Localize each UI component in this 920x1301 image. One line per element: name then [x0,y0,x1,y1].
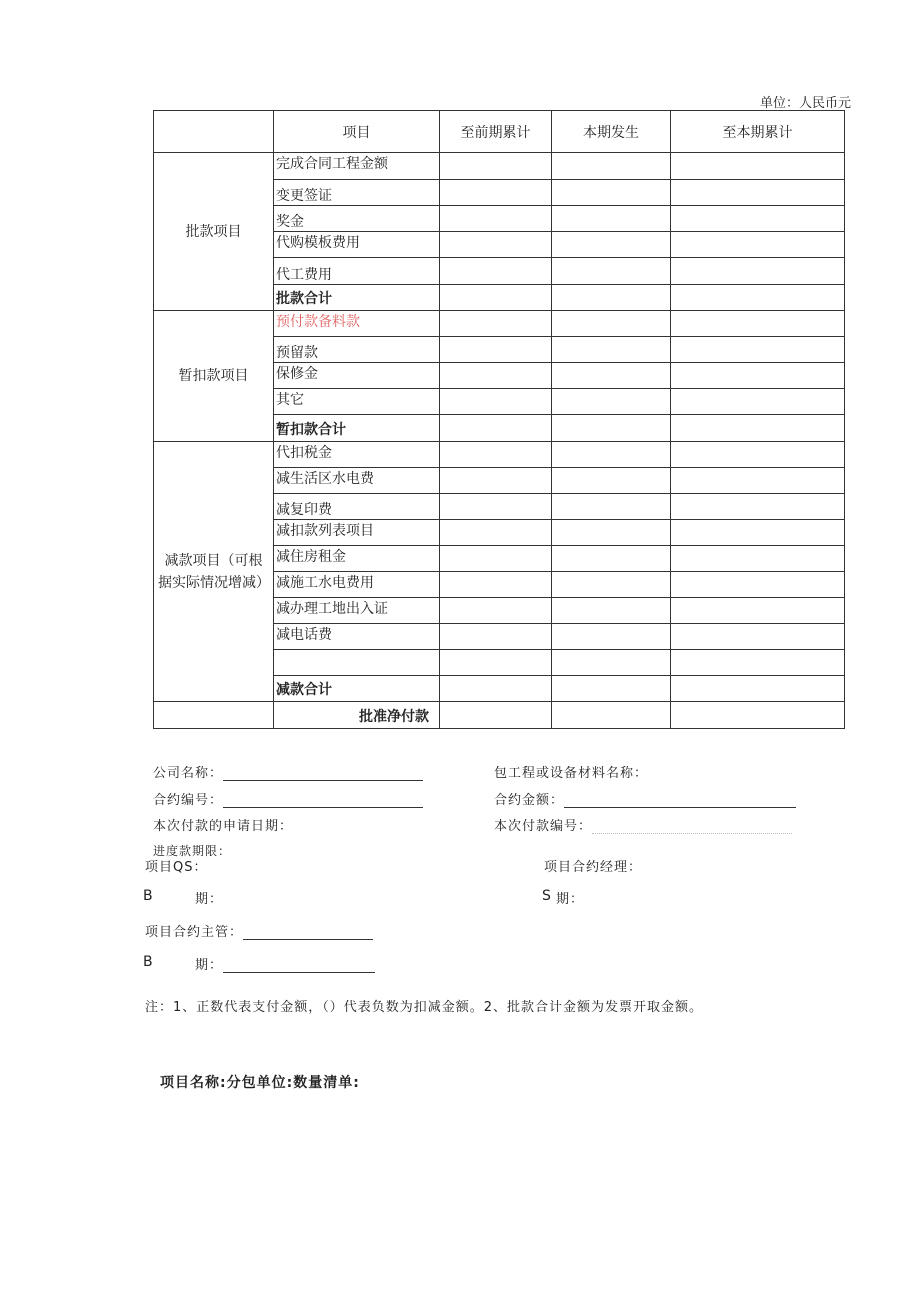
cell-input[interactable] [552,702,671,729]
row-label: 奖金 [274,206,440,232]
cell-input[interactable] [671,676,845,702]
date-label-2: 期： [556,892,585,907]
cell-input[interactable] [552,442,671,468]
apply-date-label: 本次付款的申请日期： [153,819,294,834]
cell-input[interactable] [440,153,552,180]
cell-input[interactable] [671,258,845,285]
cell-input[interactable] [552,598,671,624]
project-qs-label: 项目QS： [145,860,208,875]
payment-no-label: 本次付款编号： [494,819,593,834]
row-label: 预留款 [274,337,440,363]
cell-input[interactable] [552,520,671,546]
cell-input[interactable] [671,442,845,468]
row-total-label: 批款合计 [274,285,440,311]
row-label: 减扣款列表项目 [274,520,440,546]
cell-input[interactable] [440,363,552,389]
cell-input[interactable] [552,650,671,676]
cell-input[interactable] [671,494,845,520]
cell-input[interactable] [440,520,552,546]
group-withheld: 暂扣款项目 [154,311,274,442]
cell-input[interactable] [440,180,552,206]
cell-input[interactable] [671,389,845,415]
group-deductions: 减款项目（可根据实际情况增减） [154,442,274,702]
cell-input[interactable] [440,702,552,729]
cell-input[interactable] [671,337,845,363]
row-label: 代工费用 [274,258,440,285]
net-row [154,702,845,729]
cell-input[interactable] [440,389,552,415]
cell-input[interactable] [552,468,671,494]
cell-input[interactable] [552,415,671,442]
cell-input[interactable] [671,285,845,311]
row-label [274,650,440,676]
date-line-3[interactable] [223,972,375,973]
cell-input[interactable] [552,389,671,415]
cell-input[interactable] [552,258,671,285]
company-name-field [153,762,423,781]
unit-label: 单位：人民币元 [760,96,852,111]
s-label: S [542,888,552,904]
header-cumulative-to-date: 至本期累计 [671,111,845,153]
contract-no-line[interactable] [223,807,423,808]
header-item: 项目 [274,111,440,153]
cell-input[interactable] [440,311,552,337]
row-label: 减复印费 [274,494,440,520]
cell-input[interactable] [671,363,845,389]
cell-input[interactable] [440,442,552,468]
row-label: 保修金 [274,363,440,389]
cell-input[interactable] [440,572,552,598]
cell-input[interactable] [440,415,552,442]
header-row [154,111,845,153]
cell-input[interactable] [440,285,552,311]
cell-input[interactable] [552,624,671,650]
row-label: 减生活区水电费 [274,468,440,494]
footer-title: 项目名称:分包单位:数量清单: [160,1075,360,1091]
row-label: 代购模板费用 [274,232,440,258]
cell-input[interactable] [671,153,845,180]
cell-input[interactable] [671,572,845,598]
row-total-label: 暂扣款合计 [274,415,440,442]
cell-input[interactable] [552,206,671,232]
date-field-3 [195,954,375,973]
row-label: 减施工水电费用 [274,572,440,598]
subcontract-name-label: 包工程或设备材料名称： [494,766,649,781]
company-name-line[interactable] [223,780,423,781]
cell-input[interactable] [440,468,552,494]
note-text: 注：1、正数代表支付金额，（）代表负数为扣减金额。2、批款合计金额为发票开取金额。 [145,1000,704,1015]
cell-input[interactable] [671,624,845,650]
cell-input[interactable] [552,153,671,180]
row-label: 减电话费 [274,624,440,650]
cell-input[interactable] [440,624,552,650]
cell-input[interactable] [671,232,845,258]
table-row [154,442,845,468]
date-label-3: 期： [195,958,224,973]
table-row [154,311,845,337]
cell-input[interactable] [440,232,552,258]
date-label-1: 期： [195,892,224,907]
row-label: 减住房租金 [274,546,440,572]
header-current-period: 本期发生 [552,111,671,153]
b-label-1: B [143,888,154,904]
payment-table [153,110,845,729]
cell-input[interactable] [552,285,671,311]
cell-input[interactable] [671,206,845,232]
contract-no-field [153,789,423,808]
table-row [154,153,845,180]
cell-input[interactable] [671,415,845,442]
row-label: 代扣税金 [274,442,440,468]
row-label: 变更签证 [274,180,440,206]
cell-input[interactable] [552,232,671,258]
cell-input[interactable] [671,520,845,546]
cell-input[interactable] [671,180,845,206]
row-label: 完成合同工程金额 [274,153,440,180]
row-total-label: 减款合计 [274,676,440,702]
group-approved: 批款项目 [154,153,274,311]
payment-no-field [494,815,792,834]
cell-input[interactable] [552,676,671,702]
cell-input[interactable] [552,546,671,572]
progress-period-label: 进度款期限： [153,844,232,858]
payment-no-line[interactable] [592,833,792,834]
cell-input[interactable] [671,598,845,624]
row-label: 减办理工地出入证 [274,598,440,624]
header-previous-cumulative: 至前期累计 [440,111,552,153]
cell-input[interactable] [440,676,552,702]
contract-amount-field [494,789,796,808]
cell-input[interactable] [440,494,552,520]
cell-input[interactable] [440,598,552,624]
b-label-2: B [143,954,154,970]
cell-input[interactable] [671,650,845,676]
cell-input[interactable] [440,650,552,676]
cell-input[interactable] [440,337,552,363]
cell-input[interactable] [552,180,671,206]
cell-input[interactable] [552,572,671,598]
cell-input[interactable] [671,468,845,494]
cell-input[interactable] [552,311,671,337]
contract-amount-line[interactable] [564,807,796,808]
contract-supervisor-field [145,921,373,940]
cell-input[interactable] [671,546,845,572]
contract-supervisor-label: 项目合约主管： [145,925,244,940]
net-blank [154,702,274,729]
cell-input[interactable] [552,363,671,389]
cell-input[interactable] [671,702,845,729]
cell-input[interactable] [552,337,671,363]
cell-input[interactable] [440,258,552,285]
project-contract-manager-label: 项目合约经理： [544,860,643,875]
header-blank [154,111,274,153]
cell-input[interactable] [440,546,552,572]
row-label: 预付款备料款 [274,311,440,337]
cell-input[interactable] [440,206,552,232]
contract-amount-label: 合约金额： [494,793,565,808]
contract-supervisor-line[interactable] [243,939,373,940]
row-label: 其它 [274,389,440,415]
company-name-label: 公司名称： [153,766,224,781]
net-payment-label: 批准净付款 [274,702,440,729]
contract-no-label: 合约编号： [153,793,224,808]
cell-input[interactable] [552,494,671,520]
cell-input[interactable] [671,311,845,337]
